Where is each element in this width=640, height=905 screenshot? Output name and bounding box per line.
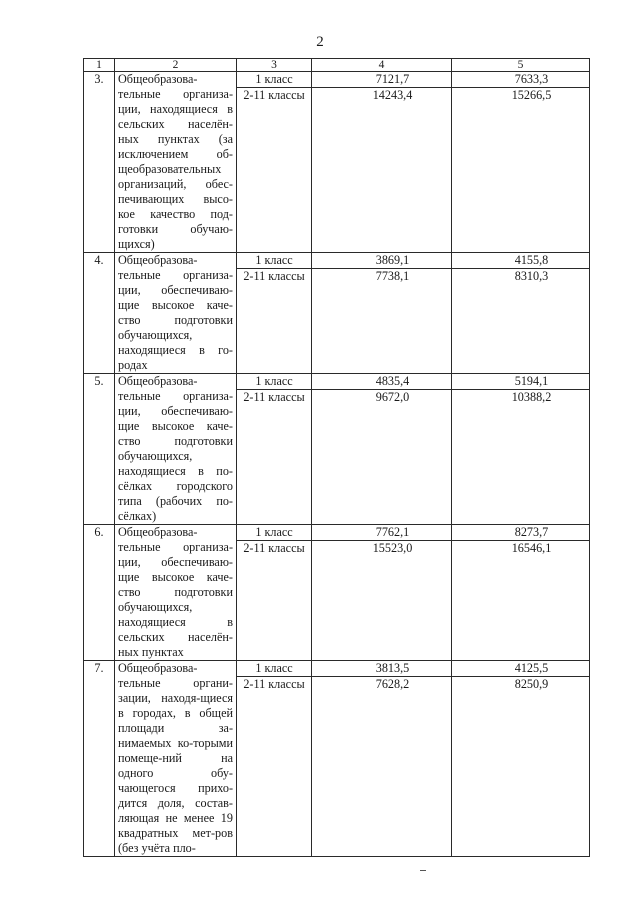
value-cell-col5 bbox=[452, 72, 590, 253]
value-first: 7121,7 bbox=[312, 72, 451, 88]
class-label-first: 1 класс bbox=[237, 525, 311, 541]
value-second: 7628,2 bbox=[375, 677, 410, 691]
class-label-second: 2-11 классы bbox=[243, 88, 305, 102]
class-label-first: 1 класс bbox=[237, 661, 311, 677]
value-first: 3813,5 bbox=[312, 661, 451, 677]
class-label-second: 2-11 классы bbox=[243, 390, 305, 404]
value-first: 7762,1 bbox=[312, 525, 451, 541]
value-cell-col5 bbox=[452, 253, 590, 374]
value-second: 15523,0 bbox=[372, 541, 413, 555]
class-label-second: 2-11 классы bbox=[243, 541, 305, 555]
value-second: 14243,4 bbox=[372, 88, 413, 102]
scan-mark bbox=[420, 870, 426, 871]
table-row bbox=[84, 374, 590, 525]
value-first: 3869,1 bbox=[312, 253, 451, 269]
row-number: 3. bbox=[84, 72, 115, 253]
value-first: 4155,8 bbox=[452, 253, 589, 269]
value-second: 7738,1 bbox=[375, 269, 410, 283]
value-cell-col4 bbox=[312, 661, 452, 857]
row-description: Общеобразова-тельные организа-ции, находящиеся в сельских населён-ных пунктах (за исключением об-щеобразовательных организаций, обес-печивающих высо-кое качество под-готовки обучаю-щихся) bbox=[115, 72, 237, 253]
value-cell-col4 bbox=[312, 374, 452, 525]
value-second: 10388,2 bbox=[511, 390, 552, 404]
table-header-row bbox=[84, 59, 590, 72]
value-first: 7633,3 bbox=[452, 72, 589, 88]
value-first: 8273,7 bbox=[452, 525, 589, 541]
value-second: 16546,1 bbox=[511, 541, 552, 555]
row-number: 7. bbox=[84, 661, 115, 857]
class-label-first: 1 класс bbox=[237, 72, 311, 88]
table-row bbox=[84, 253, 590, 374]
row-description: Общеобразова-тельные организа-ции, обеспечиваю-щие высокое каче-ство подготовки обучающихся, находящиеся в го-родах bbox=[115, 253, 237, 374]
class-label-second: 2-11 классы bbox=[243, 269, 305, 283]
value-first: 5194,1 bbox=[452, 374, 589, 390]
value-cell-col4 bbox=[312, 525, 452, 661]
row-description: Общеобразова-тельные организа-ции, обеспечиваю-щие высокое каче-ство подготовки обучающихся, находящиеся в сельских населён-ных пунктах bbox=[115, 525, 237, 661]
class-cell bbox=[237, 253, 312, 374]
class-cell bbox=[237, 72, 312, 253]
column-header: 4 bbox=[312, 59, 452, 72]
row-number: 4. bbox=[84, 253, 115, 374]
value-cell-col4 bbox=[312, 253, 452, 374]
table-row bbox=[84, 72, 590, 253]
value-second: 8250,9 bbox=[514, 677, 549, 691]
value-second: 9672,0 bbox=[375, 390, 410, 404]
column-header: 1 bbox=[84, 59, 115, 72]
value-second: 15266,5 bbox=[511, 88, 552, 102]
column-header: 2 bbox=[115, 59, 237, 72]
value-cell-col5 bbox=[452, 525, 590, 661]
data-table bbox=[83, 58, 590, 857]
page-number: 2 bbox=[316, 34, 324, 50]
value-cell-col5 bbox=[452, 661, 590, 857]
class-cell bbox=[237, 525, 312, 661]
row-description: Общеобразова-тельные органи-зации, находя-щиеся в городах, в общей площади за-нимаемых ко-торыми помеще-ний на одного обу-чающегося прихо-дится доля, состав-ляющая не менее 19 квадратных мет-ров (без учёта пло- bbox=[115, 661, 237, 857]
column-header: 5 bbox=[452, 59, 590, 72]
class-label-first: 1 класс bbox=[237, 253, 311, 269]
row-number: 5. bbox=[84, 374, 115, 525]
value-first: 4835,4 bbox=[312, 374, 451, 390]
row-number: 6. bbox=[84, 525, 115, 661]
class-cell bbox=[237, 374, 312, 525]
value-cell-col5 bbox=[452, 374, 590, 525]
table-row bbox=[84, 525, 590, 661]
value-second: 8310,3 bbox=[514, 269, 549, 283]
value-first: 4125,5 bbox=[452, 661, 589, 677]
value-cell-col4 bbox=[312, 72, 452, 253]
class-cell bbox=[237, 661, 312, 857]
class-label-second: 2-11 классы bbox=[243, 677, 305, 691]
table-row bbox=[84, 661, 590, 857]
class-label-first: 1 класс bbox=[237, 374, 311, 390]
row-description: Общеобразова-тельные организа-ции, обеспечиваю-щие высокое каче-ство подготовки обучающихся, находящиеся в по-сёлках городского типа (рабочих по-сёлках) bbox=[115, 374, 237, 525]
column-header: 3 bbox=[237, 59, 312, 72]
